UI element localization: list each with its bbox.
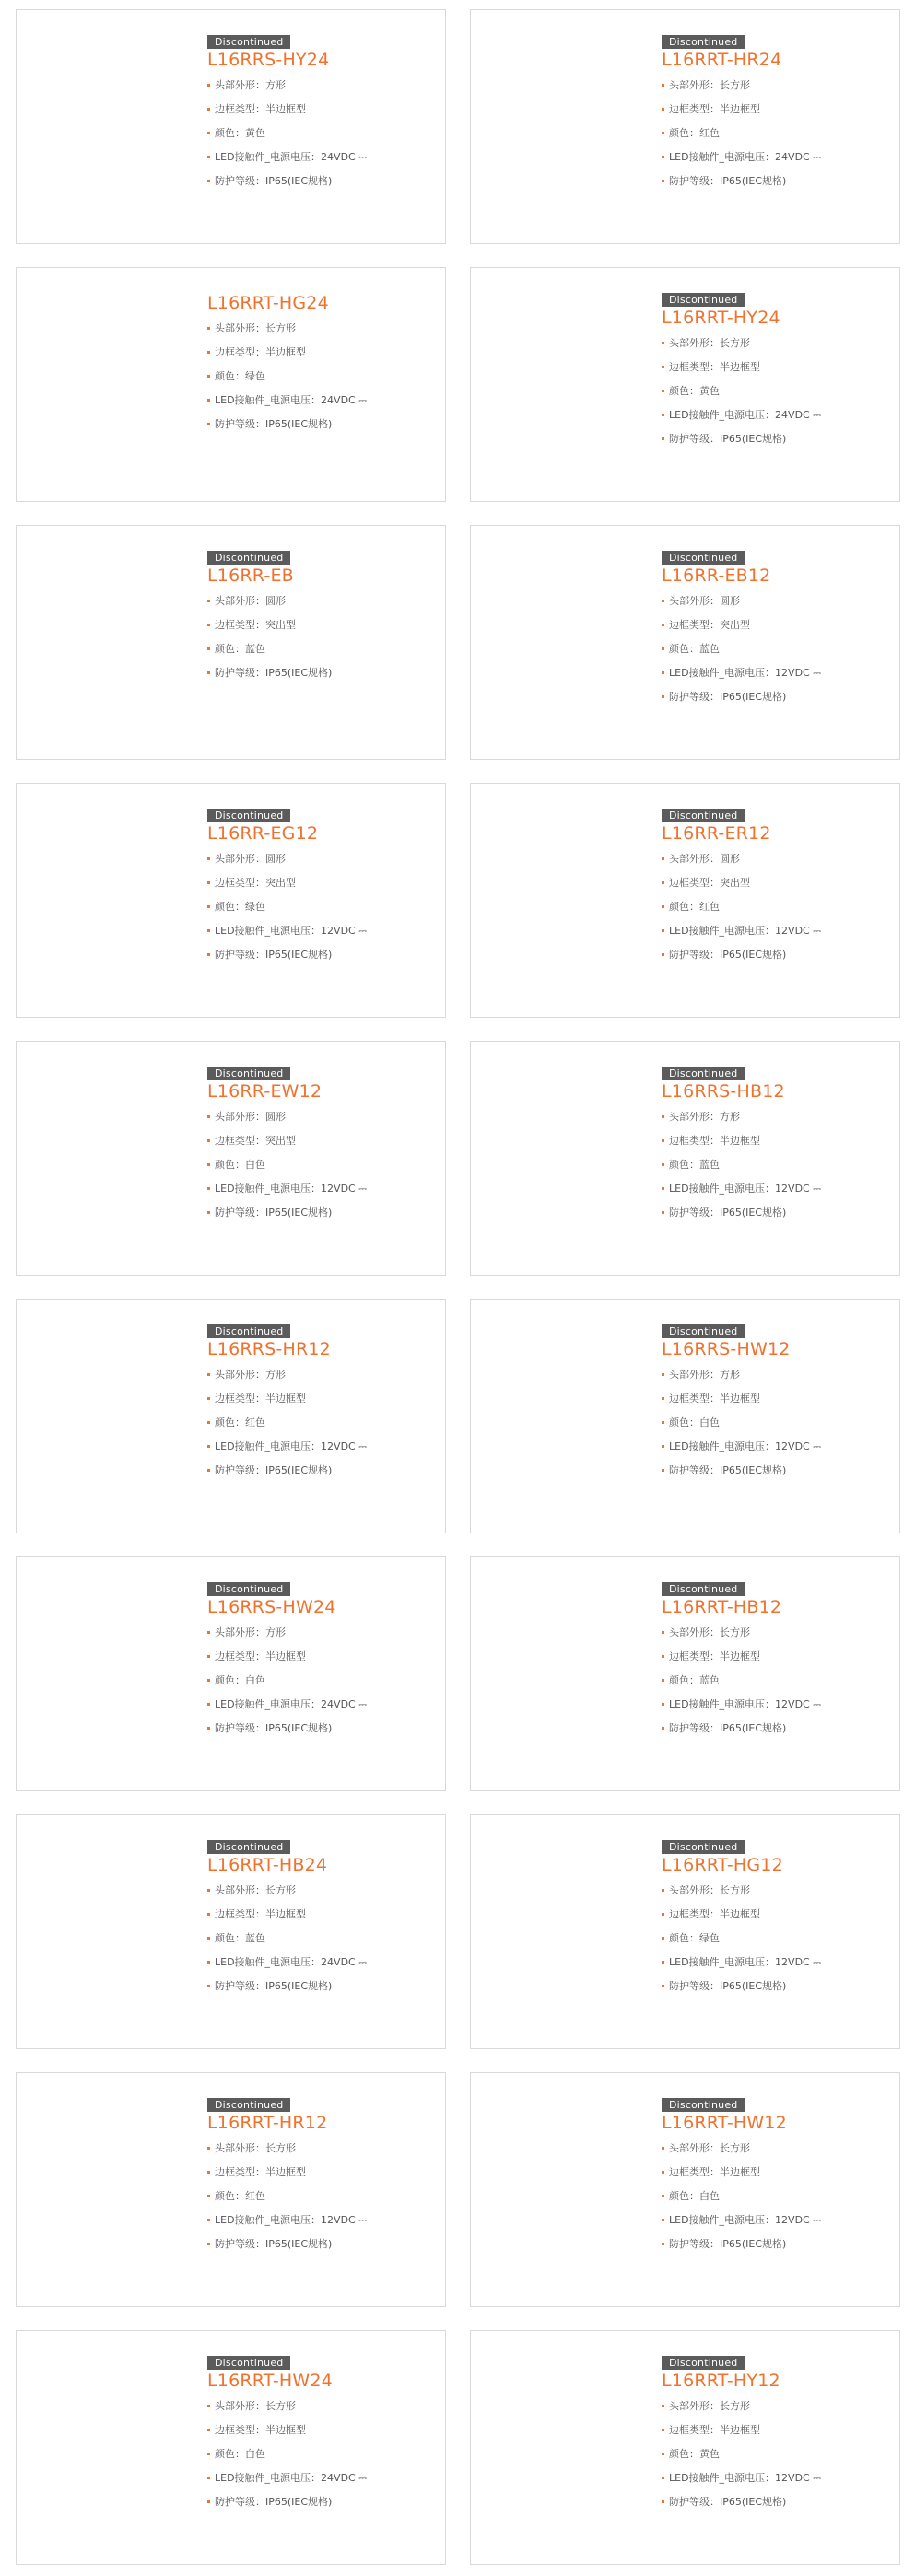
product-card[interactable] — [16, 1041, 446, 1276]
discontinued-badge: Discontinued — [662, 35, 745, 49]
product-model-link[interactable]: L16RRT-HW24 — [207, 2371, 333, 2391]
spec-item: 防护等级：IP65(IEC规格) — [207, 661, 434, 685]
product-card-content — [662, 547, 888, 709]
spec-item: 边框类型：半边框型 — [207, 1387, 434, 1411]
spec-item: LED接触件_电源电压：12VDC ⎓ — [662, 1951, 888, 1975]
product-model-link[interactable]: L16RRS-HY24 — [207, 50, 330, 70]
product-model-link[interactable]: L16RR-ER12 — [662, 823, 771, 844]
product-model-link[interactable]: L16RRT-HR12 — [207, 2113, 328, 2133]
spec-item: 防护等级：IP65(IEC规格) — [207, 1717, 434, 1741]
spec-item: 边框类型：半边框型 — [207, 1903, 434, 1927]
discontinued-badge: Discontinued — [207, 1067, 290, 1080]
product-card-content — [207, 2094, 434, 2256]
spec-list — [662, 74, 888, 193]
spec-list — [207, 1879, 434, 1999]
spec-item: 防护等级：IP65(IEC规格) — [662, 2232, 888, 2256]
product-card[interactable] — [16, 1556, 446, 1791]
spec-item: 边框类型：半边框型 — [207, 2161, 434, 2185]
spec-item: 颜色：黄色 — [662, 379, 888, 403]
spec-item: LED接触件_电源电压：24VDC ⎓ — [207, 146, 434, 169]
spec-item: 防护等级：IP65(IEC规格) — [207, 2490, 434, 2514]
product-card-content — [207, 1063, 434, 1225]
product-card-content — [662, 1836, 888, 1999]
spec-item: LED接触件_电源电压：12VDC ⎓ — [207, 919, 434, 943]
spec-item: 防护等级：IP65(IEC规格) — [207, 1201, 434, 1225]
product-card[interactable] — [16, 1814, 446, 2049]
spec-item: 边框类型：半边框型 — [207, 2419, 434, 2442]
spec-list — [662, 847, 888, 967]
spec-item: 头部外形：圆形 — [207, 589, 434, 613]
spec-item: 防护等级：IP65(IEC规格) — [662, 943, 888, 967]
spec-item: LED接触件_电源电压：24VDC ⎓ — [207, 1951, 434, 1975]
spec-item: 头部外形：圆形 — [207, 847, 434, 871]
spec-item: 防护等级：IP65(IEC规格) — [207, 413, 434, 437]
discontinued-badge: Discontinued — [207, 1324, 290, 1338]
spec-list — [207, 847, 434, 967]
spec-item: 边框类型：半边框型 — [662, 356, 888, 379]
spec-item: 头部外形：方形 — [207, 1621, 434, 1645]
spec-list — [207, 2137, 434, 2256]
spec-item: 头部外形：长方形 — [207, 317, 434, 341]
spec-item: 防护等级：IP65(IEC规格) — [662, 1975, 888, 1999]
spec-item: 防护等级：IP65(IEC规格) — [662, 685, 888, 709]
spec-list — [207, 74, 434, 193]
product-card[interactable] — [470, 2072, 900, 2307]
spec-item: 头部外形：长方形 — [662, 1879, 888, 1903]
spec-item: 防护等级：IP65(IEC规格) — [207, 943, 434, 967]
spec-item: 边框类型：突出型 — [207, 1129, 434, 1153]
spec-item: LED接触件_电源电压：12VDC ⎓ — [662, 1693, 888, 1717]
product-model-link[interactable]: L16RRT-HG24 — [207, 293, 329, 313]
product-card[interactable] — [16, 783, 446, 1018]
product-card[interactable] — [16, 267, 446, 502]
discontinued-badge: Discontinued — [662, 809, 745, 822]
spec-list — [207, 317, 434, 437]
spec-item: 防护等级：IP65(IEC规格) — [662, 1459, 888, 1483]
discontinued-badge: Discontinued — [662, 1840, 745, 1854]
product-card-content — [207, 1836, 434, 1999]
spec-item: 边框类型：突出型 — [207, 871, 434, 895]
spec-item: 颜色：蓝色 — [662, 637, 888, 661]
spec-item: 颜色：红色 — [207, 1411, 434, 1435]
product-model-link[interactable]: L16RR-EW12 — [207, 1081, 323, 1102]
product-card[interactable] — [470, 1041, 900, 1276]
spec-list — [207, 2395, 434, 2514]
spec-item: LED接触件_电源电压：24VDC ⎓ — [662, 146, 888, 169]
product-card-content — [662, 289, 888, 451]
spec-item: 头部外形：方形 — [662, 1105, 888, 1129]
spec-item: 颜色：蓝色 — [207, 1927, 434, 1951]
spec-list — [207, 1621, 434, 1741]
product-card-content — [662, 1321, 888, 1483]
spec-item: 头部外形：方形 — [207, 1363, 434, 1387]
spec-item: 颜色：蓝色 — [207, 637, 434, 661]
product-card[interactable] — [16, 2330, 446, 2565]
spec-item: 头部外形：长方形 — [207, 2137, 434, 2161]
product-model-link[interactable]: L16RRT-HG12 — [662, 1855, 783, 1875]
discontinued-badge: Discontinued — [662, 1324, 745, 1338]
spec-item: 颜色：白色 — [662, 2185, 888, 2209]
spec-item: 头部外形：长方形 — [662, 1621, 888, 1645]
product-model-link[interactable]: L16RRS-HW24 — [207, 1597, 336, 1617]
spec-item: 防护等级：IP65(IEC规格) — [662, 1717, 888, 1741]
spec-list — [662, 1879, 888, 1999]
spec-item: 颜色：白色 — [207, 1153, 434, 1177]
discontinued-badge: Discontinued — [207, 35, 290, 49]
discontinued-badge: Discontinued — [207, 2356, 290, 2370]
discontinued-badge: Discontinued — [662, 2098, 745, 2112]
product-card-content — [662, 2352, 888, 2514]
spec-item: 头部外形：长方形 — [662, 332, 888, 356]
spec-item: LED接触件_电源电压：12VDC ⎓ — [662, 2466, 888, 2490]
spec-item: 头部外形：长方形 — [662, 2137, 888, 2161]
spec-item: 边框类型：突出型 — [207, 613, 434, 637]
spec-item: 防护等级：IP65(IEC规格) — [207, 169, 434, 193]
product-card-content — [207, 31, 434, 193]
spec-item: LED接触件_电源电压：24VDC ⎓ — [207, 1693, 434, 1717]
product-card-content — [207, 547, 434, 685]
spec-item: 颜色：白色 — [207, 1669, 434, 1693]
spec-item: LED接触件_电源电压：24VDC ⎓ — [662, 403, 888, 427]
spec-item: LED接触件_电源电压：12VDC ⎓ — [662, 919, 888, 943]
spec-item: LED接触件_电源电压：12VDC ⎓ — [207, 1177, 434, 1201]
spec-item: LED接触件_电源电压：12VDC ⎓ — [207, 1435, 434, 1459]
spec-item: 颜色：红色 — [207, 2185, 434, 2209]
product-grid — [16, 9, 900, 2565]
product-model-link[interactable]: L16RRS-HW12 — [662, 1339, 791, 1359]
spec-item: 颜色：绿色 — [662, 1927, 888, 1951]
spec-list — [207, 1363, 434, 1483]
product-model-link[interactable]: L16RRS-HR12 — [207, 1339, 331, 1359]
spec-item: 边框类型：半边框型 — [662, 1129, 888, 1153]
spec-item: 头部外形：方形 — [662, 1363, 888, 1387]
spec-list — [207, 589, 434, 685]
discontinued-badge: Discontinued — [662, 1067, 745, 1080]
product-card-content — [207, 2352, 434, 2514]
spec-item: 防护等级：IP65(IEC规格) — [662, 427, 888, 451]
spec-item: 颜色：黄色 — [662, 2442, 888, 2466]
spec-item: 防护等级：IP65(IEC规格) — [662, 1201, 888, 1225]
spec-list — [662, 1621, 888, 1741]
spec-item: 边框类型：半边框型 — [662, 1387, 888, 1411]
spec-item: 头部外形：圆形 — [662, 589, 888, 613]
product-card[interactable] — [470, 9, 900, 244]
spec-item: 防护等级：IP65(IEC规格) — [207, 1459, 434, 1483]
spec-item: 边框类型：半边框型 — [207, 98, 434, 122]
spec-item: LED接触件_电源电压：12VDC ⎓ — [662, 1177, 888, 1201]
spec-item: 边框类型：半边框型 — [662, 2419, 888, 2442]
spec-item: LED接触件_电源电压：12VDC ⎓ — [207, 2209, 434, 2232]
product-model-link[interactable]: L16RRT-HB24 — [207, 1855, 328, 1875]
product-card[interactable] — [470, 1814, 900, 2049]
spec-item: 头部外形：长方形 — [207, 1879, 434, 1903]
discontinued-badge: Discontinued — [662, 2356, 745, 2370]
discontinued-badge: Discontinued — [662, 551, 745, 565]
spec-item: 颜色：黄色 — [207, 122, 434, 146]
spec-item: 头部外形：长方形 — [207, 2395, 434, 2419]
spec-item: 边框类型：半边框型 — [207, 341, 434, 365]
spec-item: LED接触件_电源电压：12VDC ⎓ — [662, 661, 888, 685]
product-card-content — [207, 292, 434, 437]
spec-item: 边框类型：半边框型 — [662, 1645, 888, 1669]
product-card[interactable] — [470, 525, 900, 760]
product-card-content — [662, 2094, 888, 2256]
discontinued-badge: Discontinued — [662, 293, 745, 307]
product-card[interactable] — [470, 2330, 900, 2565]
product-card[interactable] — [470, 1556, 900, 1791]
spec-item: LED接触件_电源电压：24VDC ⎓ — [207, 389, 434, 413]
discontinued-badge: Discontinued — [207, 2098, 290, 2112]
spec-item: 颜色：绿色 — [207, 365, 434, 389]
spec-item: 颜色：白色 — [662, 1411, 888, 1435]
spec-list — [207, 1105, 434, 1225]
discontinued-badge: Discontinued — [207, 551, 290, 565]
product-model-link[interactable]: L16RRT-HR24 — [662, 50, 782, 70]
spec-list — [662, 2137, 888, 2256]
discontinued-badge: Discontinued — [207, 809, 290, 822]
product-card[interactable] — [470, 783, 900, 1018]
product-model-link[interactable]: L16RRT-HY12 — [662, 2371, 780, 2391]
product-model-link[interactable]: L16RR-EB12 — [662, 565, 771, 586]
product-card[interactable] — [470, 267, 900, 502]
spec-item: 防护等级：IP65(IEC规格) — [207, 2232, 434, 2256]
spec-list — [662, 1105, 888, 1225]
spec-list — [662, 589, 888, 709]
spec-item: 防护等级：IP65(IEC规格) — [662, 2490, 888, 2514]
product-card-content — [662, 31, 888, 193]
product-card-content — [207, 1321, 434, 1483]
spec-item: 颜色：红色 — [662, 122, 888, 146]
product-card[interactable] — [16, 1299, 446, 1533]
product-model-link[interactable]: L16RRT-HB12 — [662, 1597, 782, 1617]
spec-list — [662, 1363, 888, 1483]
product-card-content — [662, 1579, 888, 1741]
spec-item: 颜色：蓝色 — [662, 1153, 888, 1177]
product-model-link[interactable]: L16RRT-HY24 — [662, 308, 780, 328]
product-card[interactable] — [16, 9, 446, 244]
product-model-link[interactable]: L16RRT-HW12 — [662, 2113, 787, 2133]
product-model-link[interactable]: L16RR-EG12 — [207, 823, 319, 844]
discontinued-badge: Discontinued — [207, 1840, 290, 1854]
product-card-content — [662, 1063, 888, 1225]
product-model-link[interactable]: L16RR-EB — [207, 565, 294, 586]
spec-item: 头部外形：长方形 — [662, 2395, 888, 2419]
spec-item: 防护等级：IP65(IEC规格) — [207, 1975, 434, 1999]
discontinued-badge: Discontinued — [207, 1582, 290, 1596]
spec-item: LED接触件_电源电压：12VDC ⎓ — [662, 2209, 888, 2232]
spec-item: 边框类型：突出型 — [662, 613, 888, 637]
spec-item: 头部外形：方形 — [207, 74, 434, 98]
spec-item: 边框类型：半边框型 — [662, 2161, 888, 2185]
spec-item: LED接触件_电源电压：24VDC ⎓ — [207, 2466, 434, 2490]
product-card[interactable] — [470, 1299, 900, 1533]
spec-item: LED接触件_电源电压：12VDC ⎓ — [662, 1435, 888, 1459]
spec-item: 头部外形：圆形 — [662, 847, 888, 871]
spec-item: 头部外形：圆形 — [207, 1105, 434, 1129]
spec-item: 头部外形：长方形 — [662, 74, 888, 98]
spec-item: 颜色：蓝色 — [662, 1669, 888, 1693]
product-card[interactable] — [16, 525, 446, 760]
product-card-content — [662, 805, 888, 967]
spec-list — [662, 332, 888, 451]
spec-item: 颜色：红色 — [662, 895, 888, 919]
spec-item: 边框类型：半边框型 — [662, 98, 888, 122]
spec-item: 颜色：白色 — [207, 2442, 434, 2466]
spec-item: 防护等级：IP65(IEC规格) — [662, 169, 888, 193]
product-card[interactable] — [16, 2072, 446, 2307]
spec-list — [662, 2395, 888, 2514]
product-card-content — [207, 805, 434, 967]
spec-item: 边框类型：突出型 — [662, 871, 888, 895]
spec-item: 边框类型：半边框型 — [662, 1903, 888, 1927]
product-card-content — [207, 1579, 434, 1741]
product-model-link[interactable]: L16RRS-HB12 — [662, 1081, 785, 1102]
discontinued-badge: Discontinued — [662, 1582, 745, 1596]
spec-item: 边框类型：半边框型 — [207, 1645, 434, 1669]
spec-item: 颜色：绿色 — [207, 895, 434, 919]
